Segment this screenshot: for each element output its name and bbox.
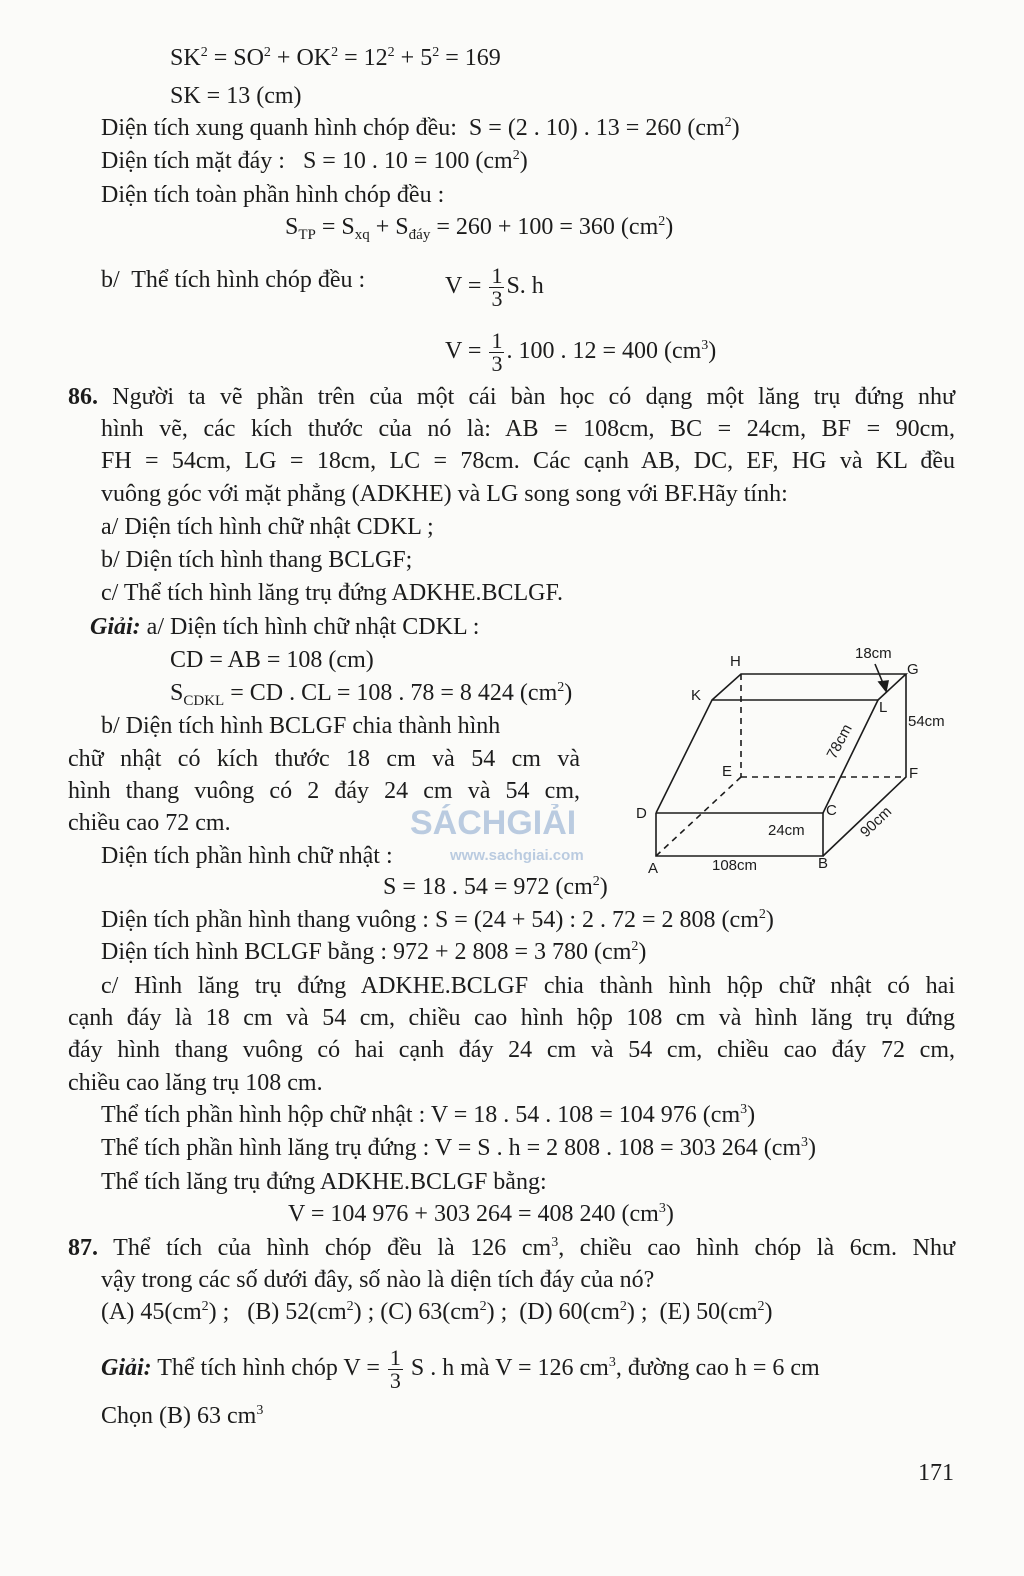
text-segment: V =	[445, 273, 488, 300]
watermark-url: www.sachgiai.com	[450, 847, 584, 864]
vertex-B: B	[818, 855, 829, 872]
numerator: 1	[491, 328, 503, 353]
text-segment: )	[747, 1102, 756, 1128]
text-segment: c/ Hình lăng trụ đứng ADKHE.BCLGF chia thành hình hộp chữ nhật có hai	[101, 973, 955, 999]
superscript: 2	[432, 45, 440, 60]
text-segment: b/ Diện tích hình thang BCLGF;	[101, 547, 413, 573]
text-segment: )	[564, 680, 573, 706]
superscript: 2	[619, 1299, 627, 1314]
text-segment: )	[808, 1135, 817, 1161]
superscript: 3	[801, 1135, 809, 1150]
superscript: 2	[346, 1299, 354, 1314]
vertex-F: F	[909, 765, 919, 782]
text-segment: chữ nhật có kích thước 18 cm và 54 cm và	[68, 746, 580, 772]
text-segment: ) ; (C) 63(cm	[353, 1299, 480, 1325]
text-segment: = 169	[439, 45, 501, 71]
superscript: 2	[724, 115, 732, 130]
text-segment: chiều cao lăng trụ 108 cm.	[68, 1070, 323, 1096]
subscript: TP	[298, 227, 316, 243]
text-segment: )	[731, 115, 740, 141]
vertex-K: K	[691, 687, 702, 704]
text-segment: chiều cao 72 cm.	[68, 810, 231, 836]
text-segment: )	[665, 214, 674, 240]
edge-solid	[656, 700, 878, 813]
text-segment: )	[638, 939, 647, 965]
text-segment: + 5	[394, 45, 433, 71]
vertex-G: G	[907, 661, 919, 678]
superscript: 2	[758, 907, 766, 922]
text-segment: b/ Diện tích hình BCLGF chia thành hình	[101, 713, 501, 739]
text-segment: , đường cao h = 6 cm	[615, 1355, 820, 1382]
superscript: 2	[557, 680, 565, 695]
text-segment: Người ta vẽ phần trên của một cái bàn học có dạng một lăng trụ đứng như	[98, 384, 955, 410]
superscript: 2	[200, 45, 208, 60]
superscript: 2	[387, 45, 395, 60]
text-segment: Thể tích phần hình lăng trụ đứng : V = S . h = 2 808 . 108 = 303 264 (cm	[101, 1135, 802, 1161]
text-segment: vậy trong các số dưới đây, số nào là diện tích đáy của nó?	[101, 1267, 655, 1293]
text-segment: Diện tích hình BCLGF bằng : 972 + 2 808 = 3 780 (cm	[101, 939, 632, 965]
text-segment: ) ; (B) 52(cm	[208, 1299, 347, 1325]
denominator: 3	[491, 286, 503, 311]
text-segment: đáy hình thang vuông có hai cạnh đáy 24 cm và 54 cm, chiều cao đáy 72 cm,	[68, 1037, 955, 1063]
denominator: 3	[491, 351, 503, 376]
subscript: xq	[354, 227, 370, 243]
text-segment: )	[764, 1299, 773, 1325]
superscript: 3	[658, 1201, 666, 1216]
text-segment: )	[665, 1201, 674, 1227]
text-segment: hình thang vuông có 2 đáy 24 cm và 54 cm,	[68, 778, 580, 804]
text-segment: Diện tích mặt đáy : S = 10 . 10 = 100 (cm	[101, 148, 513, 174]
text-segment: vuông góc với mặt phẳng (ADKHE) và LG song song với BF.Hãy tính:	[101, 481, 788, 507]
text-segment: cạnh đáy là 18 cm và 54 cm, chiều cao hình hộp 108 cm và hình lăng trụ đứng	[68, 1005, 955, 1031]
label-bc: 24cm	[768, 822, 805, 839]
text-segment: S = 18 . 54 = 972 (cm	[383, 874, 593, 900]
label-fg: 54cm	[908, 713, 945, 730]
solution-label: Giải:	[101, 1355, 152, 1382]
text-segment: = S	[315, 214, 355, 240]
text-segment: = SO	[207, 45, 264, 71]
text-segment: Diện tích xung quanh hình chóp đều: S = (2 . 10) . 13 = 260 (cm	[101, 115, 725, 141]
text-segment: = 12	[338, 45, 388, 71]
numerator: 1	[491, 263, 503, 288]
superscript: 2	[263, 45, 271, 60]
text-segment: a/ Diện tích hình chữ nhật CDKL :	[140, 614, 480, 640]
text-segment: FH = 54cm, LG = 18cm, LC = 78cm. Các cạnh AB, DC, EF, HG và KL đều	[101, 448, 955, 474]
denominator: 3	[389, 1368, 401, 1393]
text-segment: SK = 13 (cm)	[170, 83, 302, 109]
label-lg: 18cm	[855, 645, 892, 662]
subscript: đáy	[408, 227, 431, 243]
superscript: 2	[512, 148, 520, 163]
text-segment: . 100 . 12 = 400 (cm	[506, 338, 702, 365]
vertex-H: H	[730, 653, 741, 670]
text-segment: = 260 + 100 = 360 (cm	[430, 214, 659, 240]
text-segment: Thể tích lăng trụ đứng ADKHE.BCLGF bằng:	[101, 1169, 547, 1195]
text-segment: )	[519, 148, 528, 174]
superscript: 2	[201, 1299, 209, 1314]
text-segment: , chiều cao hình chóp là 6cm. Như	[558, 1235, 955, 1261]
exercise-number: 86.	[68, 384, 98, 410]
superscript: 2	[631, 939, 639, 954]
text-segment: SK	[170, 45, 201, 71]
vertex-C: C	[826, 802, 837, 819]
superscript: 3	[551, 1235, 559, 1250]
arrow-head	[879, 681, 888, 691]
text-segment: )	[599, 874, 608, 900]
text-segment: S . h mà V = 126 cm	[404, 1355, 609, 1382]
label-bf: 90cm	[856, 803, 896, 841]
text-segment: + OK	[270, 45, 332, 71]
label-ab: 108cm	[712, 857, 758, 874]
text-segment: Thể tích của hình chóp đều là 126 cm	[98, 1235, 552, 1261]
text-segment: Thể tích hình chóp V =	[151, 1355, 386, 1382]
text-segment: + S	[369, 214, 409, 240]
superscript: 3	[608, 1355, 616, 1371]
text-segment: )	[765, 907, 774, 933]
superscript: 3	[256, 1403, 264, 1418]
vertex-L: L	[879, 699, 888, 716]
text-segment: V = 104 976 + 303 264 = 408 240 (cm	[288, 1201, 659, 1227]
page-number: 171	[918, 1460, 954, 1486]
text-segment: = CD . CL = 108 . 78 = 8 424 (cm	[224, 680, 558, 706]
text-segment: c/ Thể tích hình lăng trụ đứng ADKHE.BCLGF.	[101, 580, 563, 606]
superscript: 2	[331, 45, 339, 60]
text-segment: Thể tích phần hình hộp chữ nhật : V = 18 . 54 . 108 = 104 976 (cm	[101, 1102, 741, 1128]
text-segment: b/ Thể tích hình chóp đều :	[101, 267, 366, 293]
text-segment: Chọn (B) 63 cm	[101, 1403, 257, 1429]
text-segment: (A) 45(cm	[101, 1299, 202, 1325]
vertex-D: D	[636, 805, 647, 822]
text-segment: V =	[445, 338, 488, 365]
superscript: 2	[658, 214, 666, 229]
text-segment: a/ Diện tích hình chữ nhật CDKL ;	[101, 514, 434, 540]
text-segment: Diện tích phần hình chữ nhật :	[101, 843, 393, 869]
superscript: 2	[592, 874, 600, 889]
superscript: 2	[479, 1299, 487, 1314]
label-lc: 78cm	[823, 721, 856, 762]
text-segment: ) ; (E) 50(cm	[626, 1299, 758, 1325]
text-segment: hình vẽ, các kích thước của nó là: AB = 108cm, BC = 24cm, BF = 90cm,	[101, 416, 955, 442]
text-segment: ) ; (D) 60(cm	[486, 1299, 620, 1325]
text-segment: Diện tích phần hình thang vuông : S = (24 + 54) : 2 . 72 = 2 808 (cm	[101, 907, 759, 933]
vertex-A: A	[648, 860, 659, 877]
vertex-E: E	[722, 763, 733, 780]
superscript: 2	[757, 1299, 765, 1314]
text-segment: )	[708, 338, 717, 365]
superscript: 3	[740, 1102, 748, 1117]
text-segment: CD = AB = 108 (cm)	[170, 647, 374, 673]
solution-label: Giải:	[90, 614, 141, 640]
superscript: 3	[701, 338, 709, 354]
text-segment: S	[285, 214, 299, 240]
text-segment: Diện tích toàn phần hình chóp đều :	[101, 182, 445, 208]
numerator: 1	[389, 1345, 401, 1370]
exercise-number: 87.	[68, 1235, 98, 1261]
text-segment: S. h	[506, 273, 544, 300]
text-segment: S	[170, 680, 184, 706]
watermark-logo: SÁCHGIẢI	[410, 804, 577, 842]
subscript: CDKL	[183, 693, 225, 709]
